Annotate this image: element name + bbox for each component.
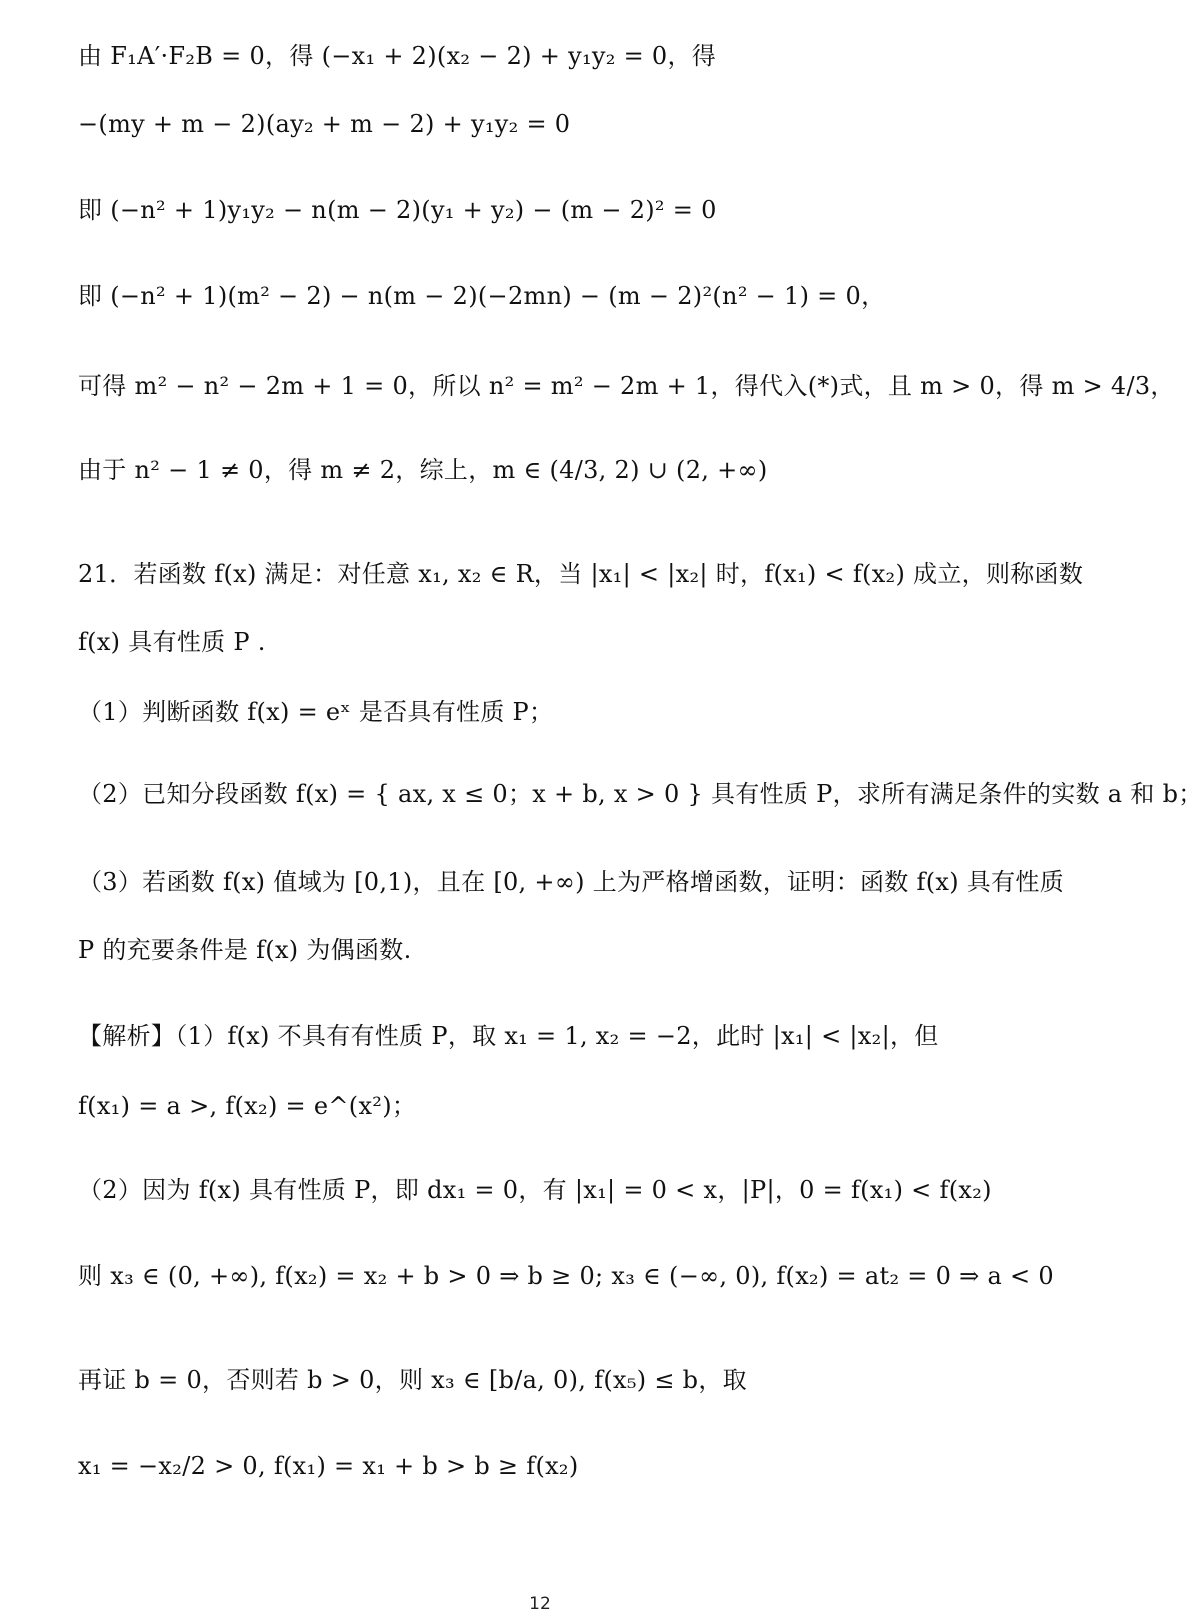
text-line: f(x₁) = a >, f(x₂) = e^(x²)； (78, 1092, 417, 1120)
text-line: 由于 n² − 1 ≠ 0，得 m ≠ 2，综上，m ∈ (4/3, 2) ∪ (2, +∞) (78, 456, 768, 484)
text-line: f(x) 具有性质 P . (78, 628, 266, 656)
text-line: P 的充要条件是 f(x) 为偶函数. (78, 936, 412, 964)
text-line: 则 x₃ ∈ (0, +∞), f(x₂) = x₂ + b > 0 ⇒ b ≥ 0; x₃ ∈ (−∞, 0), f(x₂) = at₂ = 0 ⇒ a < 0 (78, 1262, 1054, 1290)
text-line: x₁ = −x₂/2 > 0, f(x₁) = x₁ + b > b ≥ f(x₂) (78, 1452, 579, 1480)
text-line: 即 (−n² + 1)(m² − 2) − n(m − 2)(−2mn) − (m − 2)²(n² − 1) = 0， (78, 282, 886, 310)
text-line: 即 (−n² + 1)y₁y₂ − n(m − 2)(y₁ + y₂) − (m − 2)² = 0 (78, 196, 717, 224)
text-line: 再证 b = 0，否则若 b > 0，则 x₃ ∈ [b/a, 0), f(x₅) ≤ b，取 (78, 1366, 747, 1394)
page-number: 12 (529, 1594, 551, 1614)
sub-question-3: （3）若函数 f(x) 值域为 [0,1)，且在 [0, +∞) 上为严格增函数，证明：函数 f(x) 具有性质 (78, 868, 1065, 896)
problem-statement: 21．若函数 f(x) 满足：对任意 x₁, x₂ ∈ R，当 |x₁| < |x₂| 时，f(x₁) < f(x₂) 成立，则称函数 (78, 560, 1084, 588)
text-line: −(my + m − 2)(ay₂ + m − 2) + y₁y₂ = 0 (78, 110, 571, 138)
text-line: 由 F₁A′·F₂B = 0，得 (−x₁ + 2)(x₂ − 2) + y₁y₂ = 0，得 (78, 42, 717, 70)
text-line: 可得 m² − n² − 2m + 1 = 0，所以 n² = m² − 2m + 1，得代入(*)式，且 m > 0，得 m > 4/3， (78, 372, 1175, 400)
sub-question-2: （2）已知分段函数 f(x) = { ax, x ≤ 0；x + b, x > 0 } 具有性质 P，求所有满足条件的实数 a 和 b； (78, 780, 1203, 808)
solution-heading: 【解析】（1）f(x) 不具有有性质 P，取 x₁ = 1, x₂ = −2，此时 |x₁| < |x₂|，但 (78, 1022, 939, 1050)
sub-question-1: （1）判断函数 f(x) = eˣ 是否具有性质 P； (78, 698, 554, 726)
text-line: （2）因为 f(x) 具有性质 P，即 dx₁ = 0，有 |x₁| = 0 < x，|P|，0 = f(x₁) < f(x₂) (78, 1176, 992, 1204)
